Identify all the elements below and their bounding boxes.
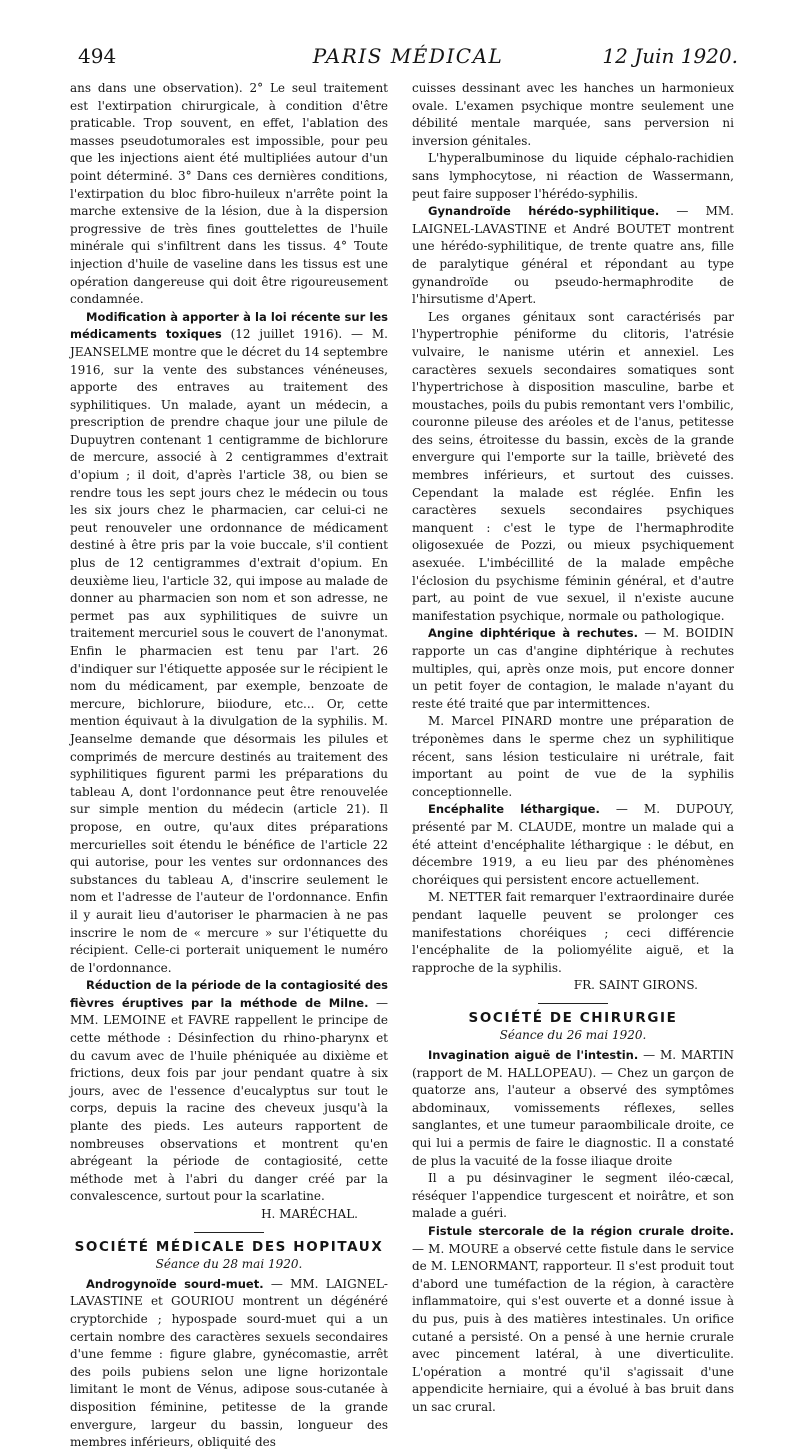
paragraph-body: — MM. LEMOINE et FAVRE rappellent le principe de cette méthode : Désinfection du rhino-pharynx et du cavum avec de l'huile phéniquée au dixième et frictions, deux fois par jour pendant quatre à six jours, avec de l'essence d'eucalyptus sur tout le corps, depuis la racine des cheveux jusqu'à la plante des pieds. Les auteurs rapportent de nombreuses observations et montrent qu'en abrégeant la période de contagiosité, cette méthode met à l'abri du danger créé par la convalescence, surtout pour la scarlatine. [70, 995, 388, 1204]
page-number: 494 [78, 44, 117, 68]
paragraph-body: — M. DUPOUY, présenté par M. CLAUDE, montre un malade qui a été atteint d'encéphalite léthargique : le début, en décembre 1919, a eu lieu par des phénomènes choréiques qui persistent encore actuellement. [412, 802, 734, 887]
paragraph-body: — M. MOURE a observé cette fistule dans le service de M. LENORMANT, rapporteur. Il s'est produit tout d'abord une tuméfaction de la région, à caractère inflammatoire, qui s'est ouverte et a donné issue à du pus, puis à des matières intestinales. Un orifice cutané a persisté. On a pensé à une hernie crurale avec pincement latéral, à une diverticulite. L'opération a montré qu'il s'agissait d'une appendicite herniaire, qui a évolué à bas bruit dans un sac crural. [412, 1241, 734, 1414]
paragraph-body: — M. MARTIN (rapport de M. HALLOPEAU). — Chez un garçon de quatorze ans, l'auteur a observé des symptômes abdominaux, vomissements réflexes, selles sanglantes, et une tumeur paraombilicale droite, ce qui lui a permis de faire le diagnostic. Il a constaté de plus la vacuité de la fosse iliaque droite [412, 1048, 734, 1168]
paragraph-lead: Réduction de la période de la contagiosité des fièvres éruptives par la méthode de Milne. [70, 978, 388, 1010]
paragraph [412, 1223, 734, 1417]
paragraph [412, 203, 734, 309]
author-signature: FR. SAINT GIRONS. [573, 978, 698, 993]
paragraph [412, 625, 734, 713]
paragraph-body: — M. BOIDIN rapporte un cas d'angine diphtérique à rechutes multiples, qui, après onze mois, put encore donner un petit foyer de contagion, le malade n'ayant du reste été traité que par intermittences. [412, 626, 734, 711]
paragraph: L'hyperalbuminose du liquide céphalo-rachidien sans lymphocytose, ni réaction de Wassermann, peut faire supposer l'hérédo-syphilis. [412, 151, 734, 201]
paragraph: ans dans une observation). 2° Le seul traitement est l'extirpation chirurgicale, à condition d'être praticable. Trop souvent, en effet, l'ablation des masses pseudotumorales est impossible, pour peu que les injections aient été multipliées autour d'un point déterminé. 3° Dans ces dernières conditions, l'extirpation du bloc fibro-huileux n'arrête point la marche extensive de la lésion, due à la dispersion progressive de très fines gouttelettes de l'huile minérale qui s'infiltrent dans les tissus. 4° Toute injection d'huile de vaseline dans les tissus est une opération dangereuse qui doit être rigoureusement condamnée. [70, 81, 388, 307]
section-divider [194, 1232, 264, 1233]
session-date: Séance du 28 mai 1920. [155, 1257, 303, 1272]
paragraph: Les organes génitaux sont caractérisés par l'hypertrophie péniforme du clitoris, l'atrésie vulvaire, le nanisme utérin et annexiel. Les caractères sexuels secondaires somatiques sont l'hypertrichose à disposition masculine, barbe et moustaches, poils du pubis remontant vers l'ombilic, couronne pileuse des aréoles et de l'anus, petitesse des seins, étroitesse du bassin, excès de la grande envergure qui l'emporte sur la taille, brièveté des membres inférieurs, et surtout des cuisses. Cependant la malade est réglée. Enfin les caractères sexuels secondaires psychiques manquent : c'est le type de l'hermaphrodite oligosexuée de Pozzi, ou mieux psychiquement asexuée. L'imbécillité de la malade empêche l'éclosion du psychisme féminin général, et d'autre part, au point de vue sexuel, il n'existe aucune manifestation psychique, normale ou pathologique. [412, 309, 734, 623]
journal-title: PARIS MÉDICAL [312, 44, 504, 68]
page-header [78, 44, 738, 76]
author-signature: H. MARÉCHAL. [261, 1207, 358, 1221]
paragraph-body: — MM. LAIGNEL-LAVASTINE et André BOUTET montrent une hérédo-syphilitique, de trente quatre ans, fille de paralytique général et répondant au type gynandroïde ou pseudo-hermaphrodite de l'hirsutisme d'Apert. [412, 204, 734, 307]
paragraph [412, 1047, 734, 1170]
paragraph [70, 309, 388, 978]
paragraph [70, 977, 388, 1206]
section-divider [538, 1003, 608, 1004]
paragraph-lead: Invagination aiguë de l'intestin. [428, 1048, 639, 1063]
paragraph [70, 1276, 388, 1452]
paragraph-lead: Androgynoïde sourd-muet. [86, 1276, 264, 1291]
section-title: SOCIÉTÉ DE CHIRURGIE [468, 1009, 678, 1026]
session-date: Séance du 26 mai 1920. [499, 1028, 647, 1043]
paragraph: cuisses dessinant avec les hanches un harmonieux ovale. L'examen psychique montre seulement une débilité mentale marquée, sans perversion ni inversion génitales. [412, 81, 734, 148]
paragraph: M. Marcel PINARD montre une préparation de tréponèmes dans le sperme chez un syphilitique récent, sans lésion testiculaire ni urétrale, fait important au point de vue de la syphilis conceptionnelle. [412, 714, 734, 799]
paragraph: M. NETTER fait remarquer l'extraordinaire durée pendant laquelle peuvent se prolonger ces manifestations choréiques ; ceci différencie l'encéphalite de la poliomyélite aiguë, et la rapproche de la syphilis. [412, 890, 734, 975]
paragraph [412, 801, 734, 889]
paragraph-lead: Gynandroïde hérédo-syphilitique. [428, 204, 660, 219]
paragraph-lead: Angine diphtérique à rechutes. [428, 626, 638, 641]
right-column [412, 80, 734, 1417]
left-column [70, 80, 388, 1452]
issue-date: 12 Juin 1920. [602, 44, 738, 68]
paragraph-lead: Encéphalite léthargique. [428, 802, 600, 817]
paragraph: Il a pu désinvaginer le segment iléo-cæcal, réséquer l'appendice turgescent et noirâtre, et son malade a guéri. [412, 1171, 734, 1221]
paragraph-lead: Modification à apporter à la loi récente sur les médicaments toxiques [70, 309, 388, 342]
paragraph-body: (12 juillet 1916). — M. JEANSELME montre que le décret du 14 septembre 1916, sur la vente des substances vénéneuses, apporte des entraves au traitement des syphilitiques. Un malade, ayant un médecin, a prescription de prendre chaque jour une pilule de Dupuytren contenant 1 centigramme de bichlorure de mercure, associé à 2 centigrammes d'extrait d'opium ; il doit, d'après l'article 38, ou bien se rendre tous les sept jours chez le médecin ou tous les six jours chez le pharmacien, car celui-ci ne peut renouveler une ordonnance de médicament destiné à être pris par la voie buccale, s'il contient plus de 12 centigrammes d'extrait d'opium. En deuxième lieu, l'article 32, qui impose au malade de donner au pharmacien son nom et son adresse, ne permet pas aux syphilitiques de suivre un traitement mercuriel sous le couvert de l'anonymat. Enfin le pharmacien est tenu par l'art. 26 d'indiquer sur l'étiquette apposée sur le récipient le nom du médicament, par exemple, benzoate de mercure, bichlorure, biiodure, etc... Or, cette mention équivaut à la divulgation de la syphilis. M. Jeanselme demande que désormais les pilules et comprimés de mercure destinés au traitement des syphilitiques figurent parmi les préparations du tableau A, dont l'ordonnance peut être renouvelée sur simple mention du médecin (article 21). Il propose, en outre, qu'aux dites préparations mercurielles soit étendu le bénéfice de l'article 22 qui autorise, pour les ventes sur ordonnances des substances du tableau A, d'inscrire seulement le nom et l'adresse de l'auteur de l'ordonnance. Enfin il y aurait lieu d'autoriser le pharmacien à ne pas inscrire le nom de « mercure » sur l'étiquette du récipient. Celle-ci porterait uniquement le numéro de l'ordonnance. [70, 327, 388, 975]
paragraph-lead: Fistule stercorale de la région crurale droite. [428, 1224, 734, 1238]
section-title: SOCIÉTÉ MÉDICALE DES HOPITAUX [74, 1238, 384, 1255]
paragraph-body: — MM. LAIGNEL-LAVASTINE et GOURIOU montrent un dégénéré cryptorchide ; hypospade sourd-muet qui a un certain nombre des caractères sexuels secondaires d'une femme : figure glabre, gynécomastie, arrêt des poils pubiens selon une ligne horizontale limitant le mont de Vénus, adipose sous-cutanée à disposition féminine, petitesse de la grande envergure, largeur du bassin, longueur des membres inférieurs, obliquité des [70, 1276, 388, 1450]
